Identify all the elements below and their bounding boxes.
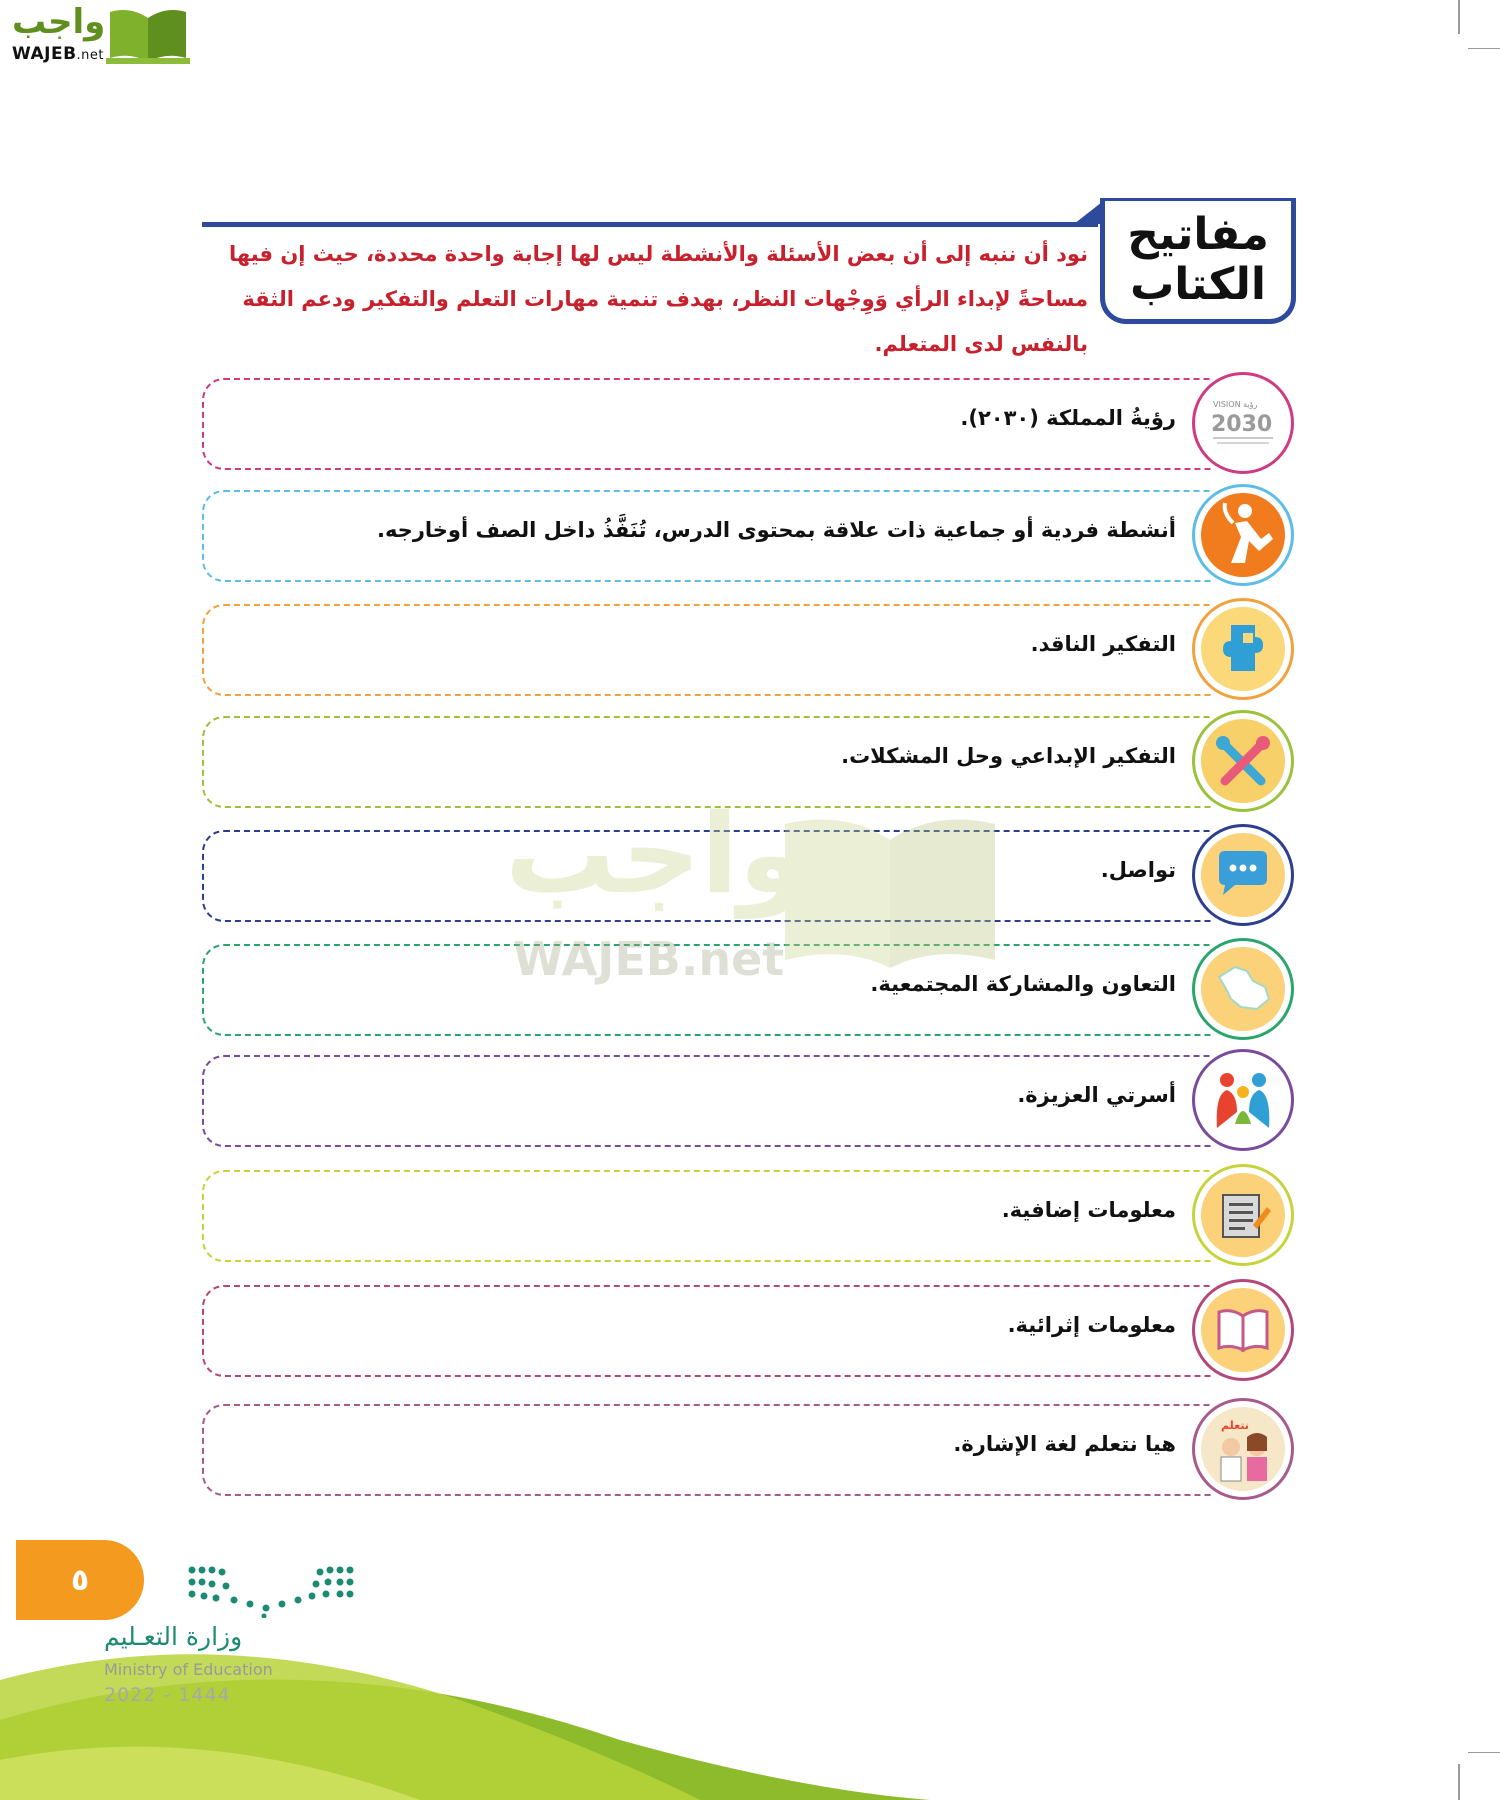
key-row-activity-figure bbox=[202, 490, 1294, 586]
title-line-1: مفاتيح bbox=[1127, 209, 1269, 260]
page-number: ٥ bbox=[16, 1540, 144, 1620]
chat-bubble-icon bbox=[1201, 833, 1285, 917]
key-icon-frame bbox=[1192, 1164, 1294, 1266]
key-icon-frame bbox=[1192, 1279, 1294, 1381]
book-keys-title bbox=[1100, 198, 1296, 324]
key-row-sign-language bbox=[202, 1404, 1294, 1500]
logo-latin: WAJEB.net bbox=[12, 44, 105, 64]
key-label: هيا نتعلم لغة الإشارة. bbox=[953, 1432, 1176, 1456]
watermark-book-icon bbox=[775, 810, 1005, 970]
watermark-latin: WAJEB.net bbox=[513, 932, 785, 986]
vision-2030-icon bbox=[1201, 381, 1285, 465]
ministry-dots-icon bbox=[186, 1562, 356, 1618]
key-icon-frame bbox=[1192, 372, 1294, 474]
svg-text:VISION رؤية: VISION رؤية bbox=[1213, 400, 1258, 409]
site-logo[interactable] bbox=[8, 4, 193, 68]
key-icon-frame bbox=[1192, 1049, 1294, 1151]
ministry-logo bbox=[104, 1562, 364, 1712]
key-row-notepad bbox=[202, 1170, 1294, 1266]
year-label: 2022 - 1444 bbox=[104, 1684, 231, 1706]
key-label: التفكير الإبداعي وحل المشكلات. bbox=[841, 744, 1176, 768]
tools-icon bbox=[1201, 719, 1285, 803]
key-icon-frame bbox=[1192, 598, 1294, 700]
puzzle-icon bbox=[1201, 607, 1285, 691]
header-rule bbox=[202, 222, 1098, 227]
activity-figure-icon bbox=[1201, 493, 1285, 577]
watermark-arabic: واجب bbox=[505, 790, 807, 918]
key-icon-frame bbox=[1192, 824, 1294, 926]
ministry-arabic: وزارة التعـليم bbox=[104, 1622, 243, 1651]
intro-line-3: بالنفس لدى المتعلم. bbox=[874, 332, 1088, 356]
key-icon-frame bbox=[1192, 1398, 1294, 1500]
svg-text:نتعلم: نتعلم bbox=[1221, 1419, 1249, 1432]
key-label: أنشطة فردية أو جماعية ذات علاقة بمحتوى الدرس، تُنَفَّذُ داخل الصف أوخارجه. bbox=[376, 518, 1176, 542]
key-label: التفكير الناقد. bbox=[1030, 632, 1176, 656]
key-row-puzzle bbox=[202, 604, 1294, 700]
family-icon bbox=[1201, 1058, 1285, 1142]
key-row-open-book bbox=[202, 1285, 1294, 1381]
watermark bbox=[505, 790, 1005, 990]
key-label: تواصل. bbox=[1100, 858, 1176, 882]
key-icon-frame bbox=[1192, 710, 1294, 812]
logo-arabic: واجب bbox=[12, 2, 106, 42]
key-icon-frame bbox=[1192, 938, 1294, 1040]
intro-line-1: نود أن ننبه إلى أن بعض الأسئلة والأنشطة ليس لها إجابة واحدة محددة، حيث إن فيها bbox=[228, 242, 1088, 266]
key-icon-frame bbox=[1192, 484, 1294, 586]
notepad-icon bbox=[1201, 1173, 1285, 1257]
key-label: أسرتي العزيزة. bbox=[1017, 1083, 1176, 1107]
key-row-family bbox=[202, 1055, 1294, 1151]
key-label: معلومات إثرائية. bbox=[1007, 1313, 1176, 1337]
key-label: التعاون والمشاركة المجتمعية. bbox=[870, 972, 1176, 996]
intro-paragraph bbox=[198, 232, 1088, 367]
crop-mark bbox=[1468, 48, 1500, 49]
saudi-map-icon bbox=[1201, 947, 1285, 1031]
crop-mark bbox=[1458, 0, 1460, 34]
book-icon bbox=[106, 6, 190, 66]
ministry-english: Ministry of Education bbox=[104, 1660, 273, 1679]
intro-line-2: مساحةً لإبداء الرأي وَوِجْهات النظر، بهدف تنمية مهارات التعلم والتفكير ودعم الثقة bbox=[242, 287, 1088, 311]
svg-text:2030: 2030 bbox=[1211, 412, 1273, 437]
key-row-vision-2030 bbox=[202, 378, 1294, 474]
sign-language-icon bbox=[1201, 1407, 1285, 1491]
open-book-icon bbox=[1201, 1288, 1285, 1372]
title-line-2: الكتاب bbox=[1130, 259, 1266, 310]
key-label: معلومات إضافية. bbox=[1001, 1198, 1176, 1222]
key-label: رؤيةُ المملكة (٢٠٣٠). bbox=[960, 406, 1176, 430]
